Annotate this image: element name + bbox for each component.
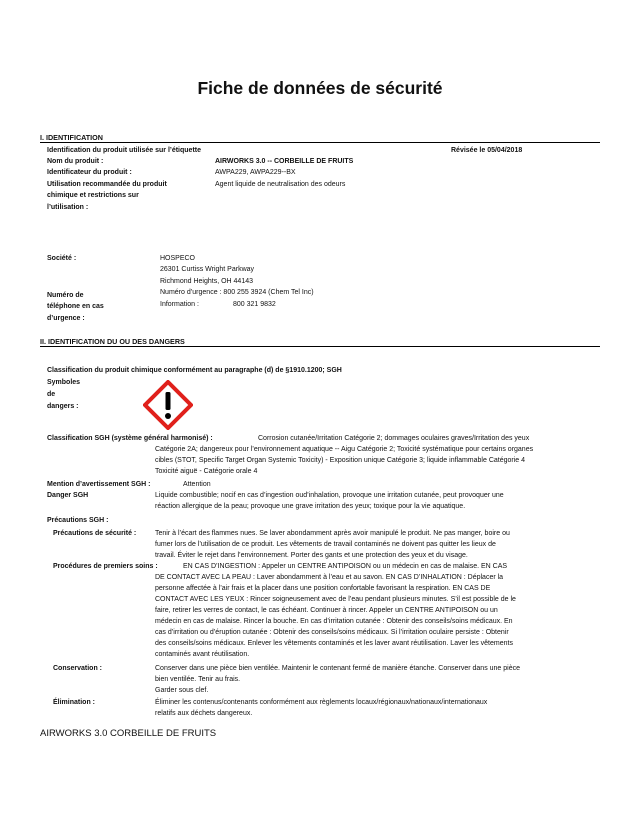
ghs-danger-label: Danger SGH xyxy=(47,492,89,499)
emergency-number: Numéro d’urgence : 800 255 3924 (Chem Tel Inc) xyxy=(160,289,314,296)
recommended-use-label: Utilisation recommandée du produit xyxy=(47,181,167,188)
company-line: 26301 Curtiss Wright Parkway xyxy=(160,266,255,273)
ghs-danger-text: Liquide combustible; nocif en cas d’ingestion oud’inhalation, provoque une irritation cutanée, peut provoquer une xyxy=(155,492,504,499)
product-identifier-value: AWPA229, AWPA229--BX xyxy=(215,169,296,176)
signal-word-label: Mention d’avertissement SGH : xyxy=(47,481,151,488)
hazard-symbols-label: dangers : xyxy=(47,403,79,410)
ghs-classification-label: Classification SGH (système général harmonisé) : xyxy=(47,435,213,442)
ghs-precautions-label: Précautions SGH : xyxy=(47,517,109,524)
first-aid-text: des conseils/soins médicaux. Enlever les vêtements contaminés et les laver avant réutilisation. Laver les vêtements xyxy=(155,640,513,647)
first-aid-text: cas d’irritation ou d’éruption cutanée : Obtenir des conseils/soins médicaux. Si l’irritation oculaire persiste : Obtenir xyxy=(155,629,509,636)
company-line: HOSPECO xyxy=(160,255,196,262)
ghs-danger-text: réaction allergique de la peau; provoque une grave irritation des yeux; toxique pour la vie aquatique. xyxy=(155,503,466,510)
disposal-label: Élimination : xyxy=(53,699,95,706)
storage-text: Garder sous clef. xyxy=(155,687,209,694)
recommended-use-label: l’utilisation : xyxy=(47,204,89,211)
storage-text: bien ventilée. Tenir au frais. xyxy=(155,676,241,683)
section-divider xyxy=(40,346,600,347)
first-aid-label: Procédures de premiers soins : xyxy=(53,563,158,570)
emergency-phone-label: Numéro de xyxy=(47,292,84,299)
safety-precautions-text: Tenir à l’écart des flammes nues. Se laver abondamment après avoir manipulé le produit. Ne pas manger, boire ou xyxy=(155,530,510,537)
classification-line: Classification du produit chimique conformément au paragraphe (d) de §1910.1200; SGH xyxy=(47,367,342,374)
product-name-value: AIRWORKS 3.0 -- CORBEILLE DE FRUITS xyxy=(215,158,354,165)
ghs-classification-text: Corrosion cutanée/Irritation Catégorie 2; dommages oculaires graves/Irritation des yeux xyxy=(258,435,530,442)
storage-text: Conserver dans une pièce bien ventilée. Maintenir le contenant fermé de manière étanche. Conserver dans une pièce xyxy=(155,665,520,672)
product-name-label: Nom du produit : xyxy=(47,158,104,165)
product-identification-label: Identification du produit utilisée sur l’étiquette xyxy=(47,147,202,154)
safety-precautions-text: travail. Éviter le rejet dans l’environnement. Porter des gants et une protection des yeux et du visage. xyxy=(155,552,468,559)
information-number: 800 321 9832 xyxy=(233,301,276,308)
emergency-phone-label: d’urgence : xyxy=(47,315,85,322)
section-2-heading: II. IDENTIFICATION DU OU DES DANGERS xyxy=(40,337,185,346)
section-1-heading: I. IDENTIFICATION xyxy=(40,133,103,142)
page-footer: AIRWORKS 3.0 CORBEILLE DE FRUITS xyxy=(40,728,217,739)
ghs-classification-text: Catégorie 2A; dangereux pour l’environnement aquatique -- Aigu Catégorie 2; Toxicité systématique pour certains organes xyxy=(155,446,534,453)
recommended-use-label: chimique et restrictions sur xyxy=(47,192,139,199)
ghs-classification-text: cibles (STOT, Specific Target Organ Systemic Toxicity) - Exposition unique Catégorie 3; liquide inflammable Catégorie 4 xyxy=(155,457,526,464)
information-label: Information : xyxy=(160,301,199,308)
disposal-text: Éliminer les contenus/contenants conformément aux règlements locaux/régionaux/nationaux/internationaux xyxy=(155,699,488,706)
recommended-use-value: Agent liquide de neutralisation des odeurs xyxy=(215,181,346,188)
exclamation-mark-icon xyxy=(143,380,193,430)
first-aid-text: contaminés avant réutilisation. xyxy=(155,651,250,658)
safety-precautions-text: fumer lors de l’utilisation de ce produit. Les vêtements de travail contaminés ne doivent pas quitter les lieux de xyxy=(155,541,496,548)
first-aid-text: EN CAS D’INGESTION : Appeler un CENTRE ANTIPOISON ou un médecin en cas de malaise. EN CAS xyxy=(183,563,508,570)
first-aid-text: DE CONTACT AVEC LA PEAU : Laver abondamment à l’eau et au savon. EN CAS D’INHALATION : Déplacer la xyxy=(155,574,504,581)
document-title: Fiche de données de sécurité xyxy=(197,78,443,98)
company-label: Société : xyxy=(47,255,77,262)
company-line: Richmond Heights, OH 44143 xyxy=(160,278,253,285)
product-identifier-label: Identificateur du produit : xyxy=(47,169,132,176)
section-divider xyxy=(40,142,600,143)
signal-word-value: Attention xyxy=(183,481,211,488)
revision-date: Révisée le 05/04/2018 xyxy=(451,147,523,154)
hazard-symbols-label: de xyxy=(47,391,56,398)
first-aid-text: CONTACT AVEC LES YEUX : Rincer soigneusement avec de l’eau pendant plusieurs minutes. S’il est possible de le xyxy=(155,596,516,603)
hazard-symbols-label: Symboles xyxy=(47,379,81,386)
safety-precautions-label: Précautions de sécurité : xyxy=(53,530,137,537)
storage-label: Conservation : xyxy=(53,665,103,672)
disposal-text: relatifs aux déchets dangereux. xyxy=(155,710,253,717)
first-aid-text: médecin en cas de malaise. Rincer la bouche. En cas d’irritation cutanée : Obtenir des conseils/soins médicaux. En xyxy=(155,618,513,625)
first-aid-text: personne affectée à l’air frais et la placer dans une position confortable favorisant la respiration. EN CAS DE xyxy=(155,585,491,592)
emergency-phone-label: téléphone en cas xyxy=(47,303,104,310)
ghs-classification-text: Toxicité aiguë - Catégorie orale 4 xyxy=(155,468,258,475)
first-aid-text: faire, retirer les verres de contact, le cas échéant. Continuer à rincer. Appeler un CENTRE ANTIPOISON ou un xyxy=(155,607,498,614)
